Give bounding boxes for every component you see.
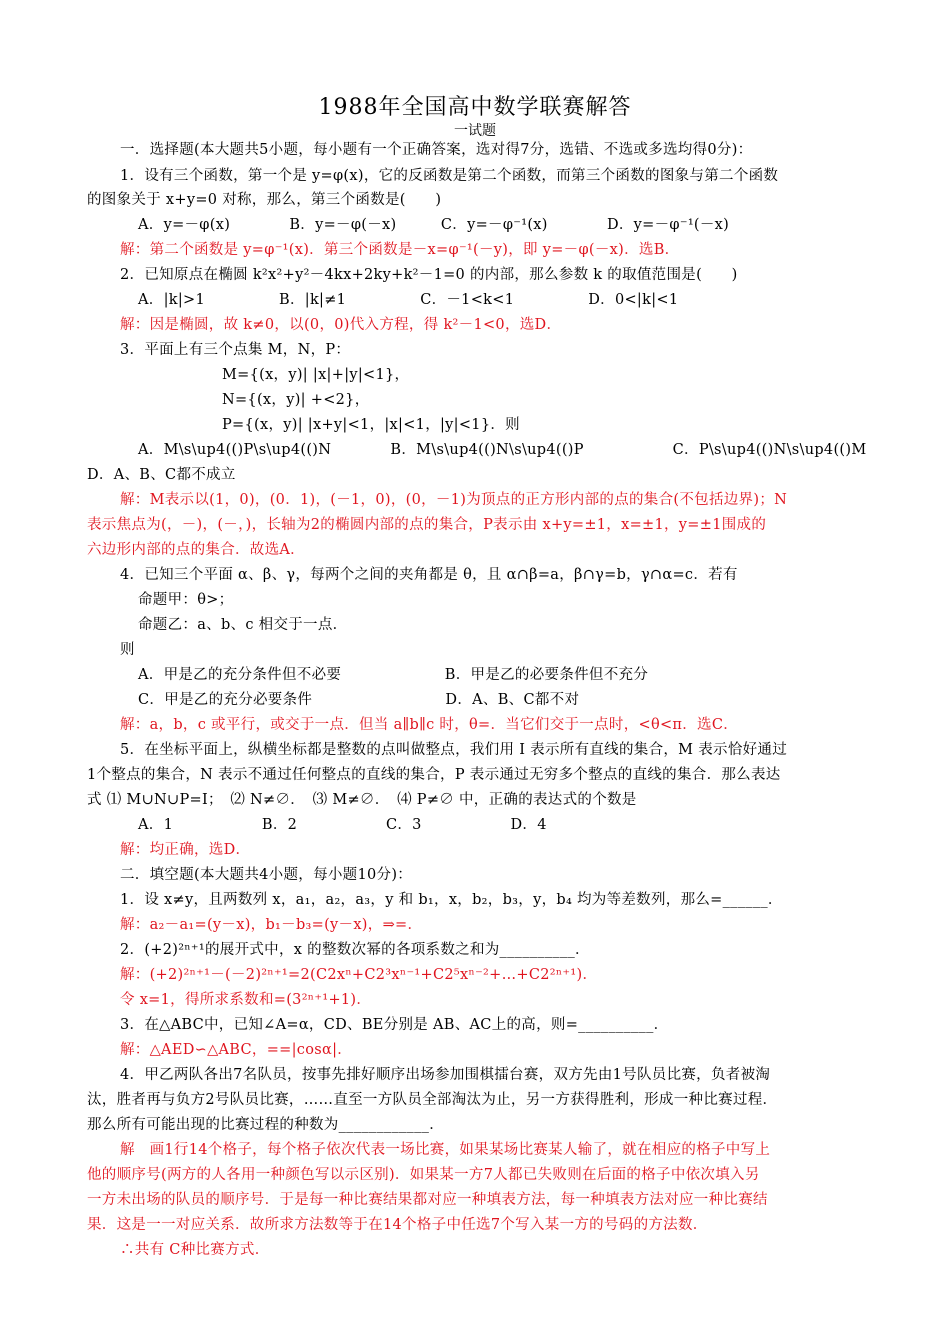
solution-line: 解：a，b，c 或平行，或交于一点．但当 a∥b∥c 时，θ=．当它们交于一点时，<θ<π．选C． — [120, 717, 739, 733]
problem-line: 一．选择题(本大题共5小题，每小题有一个正确答案，选对得7分，选错、不选或多选均得0分)： — [120, 142, 753, 158]
page-title: 1988年全国高中数学联赛解答 — [318, 95, 632, 120]
problem-line: 1．设有三个函数，第一个是 y=φ(x)，它的反函数是第二个函数，而第三个函数的图象与第二个函数 — [120, 168, 779, 184]
solution-line: 六边形内部的点的集合．故选A． — [87, 542, 305, 558]
solution-line: 解：a₂－a₁=(y－x)，b₁－b₃=(y－x)，⇒=． — [120, 917, 423, 933]
problem-line: 3．平面上有三个点集 M，N，P： — [120, 342, 351, 358]
problem-line: 式 ⑴ M∪N∪P=I； ⑵ N≠∅． ⑶ M≠∅． ⑷ P≠∅ 中，正确的表达式的个数是 — [87, 792, 637, 808]
solution-line: 表示焦点为(，－)，(－，)，长轴为2的椭圆内部的点的集合，P表示由 x+y=±1，x=±1，y=±1围成的 — [87, 517, 767, 533]
problem-line: 4．已知三个平面 α、β、γ，每两个之间的夹角都是 θ，且 α∩β=a，β∩γ=b，γ∩α=c．若有 — [120, 567, 738, 583]
problem-line: C．甲是乙的充分必要条件 D．A、B、C都不对 — [138, 692, 580, 708]
problem-line: A．|k|>1 B．|k|≠1 C．－1<k<1 D．0<|k|<1 — [138, 292, 679, 308]
problem-line: N={(x，y)| +<2}， — [222, 392, 370, 408]
solution-line: ∴共有 C种比赛方式． — [120, 1242, 270, 1258]
problem-line: 5．在坐标平面上，纵横坐标都是整数的点叫做整点，我们用 I 表示所有直线的集合，M 表示恰好通过 — [120, 742, 788, 758]
solution-line: 解：△AED∽△ABC，==|cosα|． — [120, 1042, 353, 1058]
problem-line: 2．已知原点在椭圆 k²x²+y²－4kx+2ky+k²－1=0 的内部，那么参数 k 的取值范围是( ) — [120, 267, 738, 283]
problem-line: 的图象关于 x+y=0 对称，那么，第三个函数是( ) — [87, 192, 442, 208]
problem-line: 2．(+2)²ⁿ⁺¹的展开式中，x 的整数次幂的各项系数之和为__________． — [120, 942, 590, 958]
problem-line: P={(x，y)| |x+y|<1，|x|<1，|y|<1}．则 — [222, 417, 520, 433]
problem-line: 则 — [120, 642, 135, 658]
problem-line: 二．填空题(本大题共4小题，每小题10分)： — [120, 867, 413, 883]
solution-line: 解：(+2)²ⁿ⁺¹－(－2)²ⁿ⁺¹=2(C2xⁿ+C2³xⁿ⁻¹+C2⁵xⁿ⁻²+…+C2²ⁿ⁺¹)． — [120, 967, 598, 983]
problem-line: 4．甲乙两队各出7名队员，按事先排好顺序出场参加围棋擂台赛，双方先由1号队员比赛，负者被淘 — [120, 1067, 771, 1083]
solution-line: 解：第二个函数是 y=φ⁻¹(x)．第三个函数是－x=φ⁻¹(－y)，即 y=－φ(－x)．选B． — [120, 242, 680, 258]
solution-line: 他的顺序号(两方的人各用一种颜色写以示区别)．如果某一方7人都已失败则在后面的格子中依次填入另 — [87, 1167, 760, 1183]
problem-line: 1．设 x≠y，且两数列 x，a₁，a₂，a₃，y 和 b₁，x，b₂，b₃，y，b₄ 均为等差数列，那么=______． — [120, 892, 783, 908]
problem-line: A．甲是乙的充分条件但不必要 B．甲是乙的必要条件但不充分 — [138, 667, 649, 683]
problem-line: D．A、B、C都不成立 — [87, 467, 236, 483]
solution-line: 解：因是椭圆，故 k≠0，以(0，0)代入方程，得 k²－1<0，选D． — [120, 317, 562, 333]
problem-line: 汰，胜者再与负方2号队员比赛，……直至一方队员全部淘汰为止，另一方获得胜利，形成一种比赛过程． — [87, 1092, 778, 1108]
solution-line: 解 画1行14个格子，每个格子依次代表一场比赛，如果某场比赛某人输了，就在相应的格子中写上 — [120, 1142, 771, 1158]
solution-line: 果．这是一一对应关系．故所求方法数等于在14个格子中任选7个写入某一方的号码的方法数． — [87, 1217, 708, 1233]
problem-line: 命题甲：θ>； — [138, 592, 234, 608]
problem-line: A．M\s\up4(()P\s\up4(()N B．M\s\up4(()N\s\up4(()P C．P\s\up4(()N\s\up4(()M — [138, 442, 867, 458]
solution-line: 解：M表示以(1，0)，(0．1)，(－1，0)，(0，－1)为顶点的正方形内部的点的集合(不包括边界)；N — [120, 492, 788, 508]
problem-line: A．1 B．2 C．3 D．4 — [138, 817, 547, 833]
solution-line: 一方未出场的队员的顺序号．于是每一种比赛结果都对应一种填表方法，每一种填表方法对应一种比赛结 — [87, 1192, 768, 1208]
page-subtitle: 一试题 — [454, 123, 496, 139]
problem-line: 3．在△ABC中，已知∠A=α，CD、BE分别是 AB、AC上的高，则=__________． — [120, 1017, 669, 1033]
problem-line: 那么所有可能出现的比赛过程的种数为____________． — [87, 1117, 444, 1133]
solution-line: 解：均正确，选D． — [120, 842, 251, 858]
problem-line: 命题乙：a、b、c 相交于一点． — [138, 617, 348, 633]
solution-line: 令 x=1，得所求系数和=(3²ⁿ⁺¹+1)． — [120, 992, 372, 1008]
problem-line: M={(x，y)| |x|+|y|<1}， — [222, 367, 410, 383]
problem-line: A．y=－φ(x) B．y=－φ(－x) C．y=－φ⁻¹(x) D．y=－φ⁻¹(－x) — [138, 217, 730, 233]
problem-line: 1个整点的集合，N 表示不通过任何整点的直线的集合，P 表示通过无穷多个整点的直线的集合．那么表达 — [87, 767, 781, 783]
